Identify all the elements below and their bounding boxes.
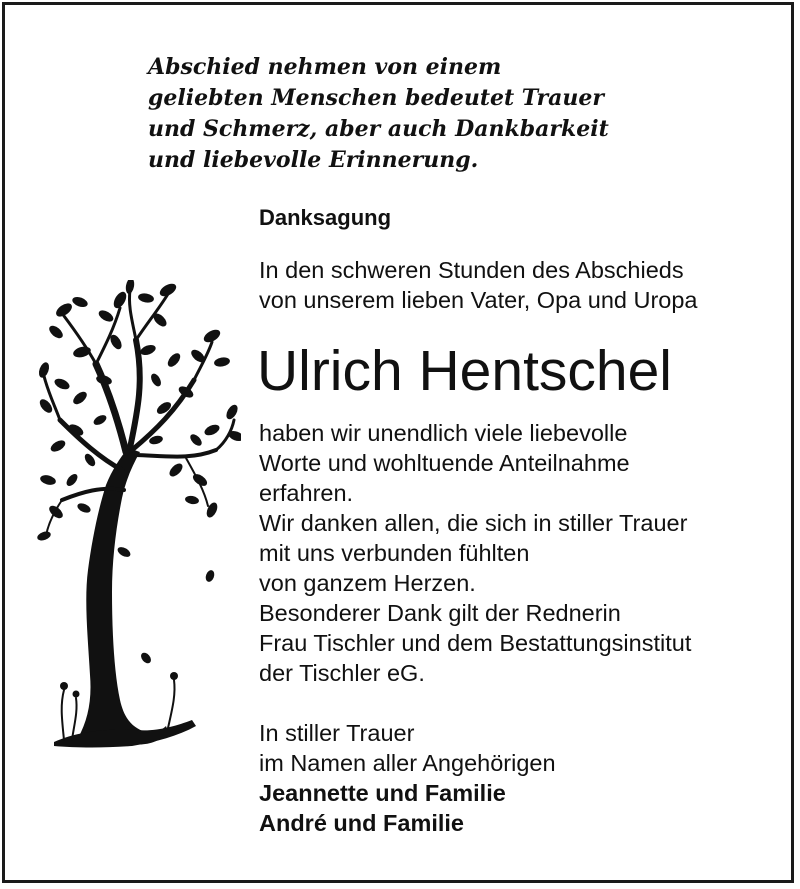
motto-line: Abschied nehmen von einem: [148, 54, 502, 80]
body-line: mit uns verbunden fühlten: [259, 540, 530, 566]
thanks-body: [259, 418, 691, 688]
intro-line: In den schweren Stunden des Abschieds: [259, 257, 684, 283]
closing-block: [259, 718, 556, 838]
closing-line: In stiller Trauer: [259, 720, 415, 746]
deceased-name: Ulrich Hentschel: [257, 339, 672, 403]
motto-line: geliebten Menschen bedeutet Trauer: [148, 85, 604, 111]
body-line: Wir danken allen, die sich in stiller Trauer: [259, 510, 688, 536]
closing-line: im Namen aller Angehörigen: [259, 750, 556, 776]
body-line: Worte und wohltuende Anteilnahme: [259, 450, 630, 476]
signer-name: André und Familie: [259, 810, 464, 836]
notice-heading: Danksagung: [259, 205, 392, 230]
intro-line: von unserem lieben Vater, Opa und Uropa: [259, 287, 698, 313]
body-line: Frau Tischler und dem Bestattungsinstitut: [259, 630, 692, 656]
tree-silhouette-icon: [36, 280, 241, 750]
body-line: Besonderer Dank gilt der Rednerin: [259, 600, 621, 626]
motto-line: und liebevolle Erinnerung.: [148, 147, 479, 173]
body-line: der Tischler eG.: [259, 660, 425, 686]
body-line: erfahren.: [259, 480, 354, 506]
intro-text: [259, 255, 698, 315]
motto-quote: [148, 52, 609, 176]
body-line: haben wir unendlich viele liebevolle: [259, 420, 628, 446]
body-line: von ganzem Herzen.: [259, 570, 476, 596]
motto-line: und Schmerz, aber auch Dankbarkeit: [148, 116, 609, 142]
signer-name: Jeannette und Familie: [259, 780, 506, 806]
